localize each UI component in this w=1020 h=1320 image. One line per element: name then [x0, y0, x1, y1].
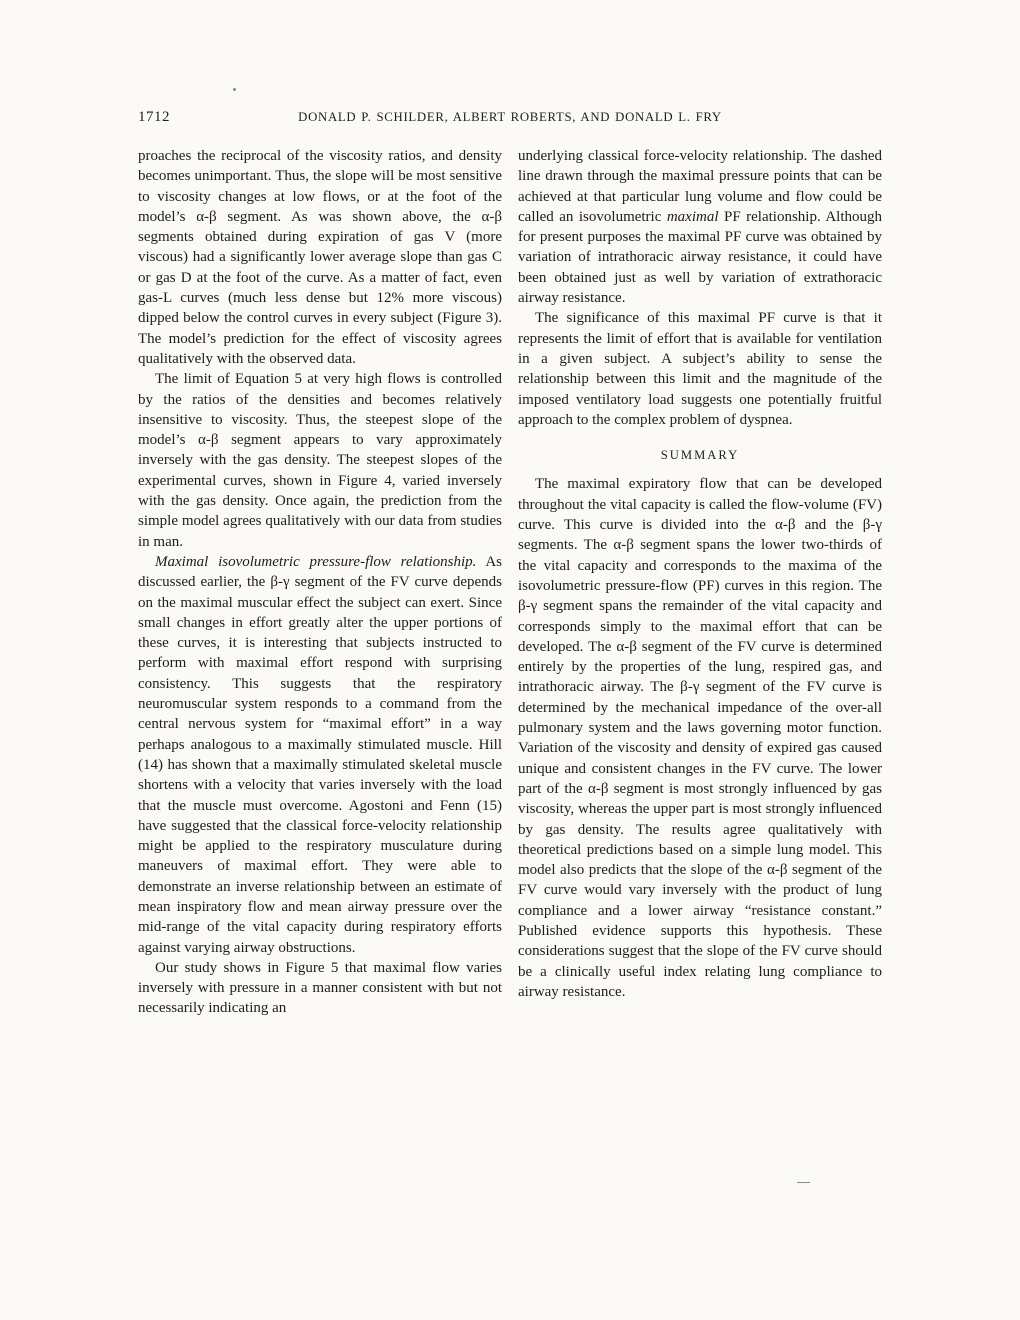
summary-heading: SUMMARY — [660, 448, 740, 463]
paragraph-right-1 — [518, 146, 882, 308]
scan-artifact-dot — [233, 88, 236, 91]
paragraph-right-2: The significance of this maximal PF curve is that it represents the limit of effort that is available for ventilation in a given subject. A subject’s ability to sense the relationship between this limit and the magnitude of the imposed ventilatory load suggests one potentially fruitful approach to the complex problem of dyspnea. — [518, 310, 882, 428]
page-number: 1712 — [138, 109, 170, 125]
two-column-body — [138, 146, 882, 1019]
paragraph-left-4: Our study shows in Figure 5 that maximal flow varies inversely with pressure in a manner consistent with but not necessarily indicating an — [138, 959, 502, 1017]
paragraph-left-3 — [138, 552, 502, 958]
italic-word-maximal: maximal — [666, 208, 719, 225]
paragraph-left-2: The limit of Equation 5 at very high flows is controlled by the ratios of the densities and becomes relatively insensitive to viscosity. Thus, the steepest slope of the model’s α-β segment appears to vary approximately inversely with the gas density. The steepest slopes of the experimental curves, shown in Figure 4, varied inversely with the gas density. Once again, the prediction from the simple model agrees qualitatively with our data from studies in man. — [138, 371, 502, 550]
paragraph-left-3-text: As discussed earlier, the β-γ segment of the FV curve depends on the maximal muscular effect the subject can exert. Since small changes in effort greatly alter the upper portions of these curves, it is interesting that subjects instructed to perform with maximal effort respond with surprising consistency. This suggests that the respiratory neuromuscular system responds to a command from the central nervous system for “maximal effort” in a way perhaps analogous to a maximally stimulated muscle. Hill (14) has shown that a maximally stimulated skeletal muscle shortens with a velocity that varies inversely with the load that the muscle must overcome. Agostoni and Fenn (15) have suggested that the classical force-velocity relationship might be applied to the respiratory musculature during maneuvers of maximal effort. They were able to demonstrate an inverse relationship between an estimate of mean inspiratory flow and mean airway pressure over the mid-range of the vital capacity during respiratory efforts against varying airway obstructions. — [138, 553, 502, 956]
page-header — [138, 108, 882, 130]
summary-paragraph: The maximal expiratory flow that can be developed throughout the vital capacity is called the flow-volume (FV) curve. This curve is divided into the α-β and the β-γ segments. The α-β segment spans the lower two-thirds of the vital capacity and corresponds to the maxima of the isovolumetric pressure-flow (PF) curves in this region. The β-γ segment spans the remainder of the vital capacity and corresponds simply to the maximal effort that can be developed. The α-β segment of the FV curve is determined entirely by the properties of the lung, respired gas, and intrathoracic airway. The β-γ segment of the FV curve is determined by the mechanical impedance of the over-all pulmonary system and the laws governing motor function. Variation of the viscosity and density of expired gas caused unique and consistent changes in the FV curve. The lower part of the α-β segment is most strongly influenced by gas viscosity, whereas the upper part is most strongly influenced by gas density. The results agree qualitatively with theoretical predictions based on a simple lung model. This model also predicts that the slope of the α-β segment of the FV curve would vary inversely with the product of lung compliance and a lower airway “resistance constant.” Published evidence supports this hypothesis. These considerations suggest that the slope of the FV curve should be a clinically useful index relating lung compliance to airway resistance. — [518, 476, 882, 1000]
paragraph-left-1: proaches the reciprocal of the viscosity ratios, and density becomes unimportant. Thus, the slope will be most sensitive to viscosity changes at low flows, or at the foot of the model’s α-β segment. As was shown above, the α-β segments obtained during expiration of gas V (more viscous) had a significantly lower average slope than gas C or gas D at the foot of the curve. As a matter of fact, even gas-L curves (much less dense but 12% more viscous) dipped below the control curves in every subject (Figure 3). The model’s prediction for the effect of viscosity agrees qualitatively with the observed data. — [138, 148, 502, 367]
running-title: DONALD P. SCHILDER, ALBERT ROBERTS, AND DONALD L. FRY — [298, 110, 722, 124]
left-column — [138, 146, 502, 1019]
paragraph-right-1-post: PF relationship. Although for present purposes the maximal PF curve was obtained by variation of intrathoracic airway resistance, it could have been obtained just as well by variation of extrathoracic airway resistance. — [518, 208, 882, 307]
paragraph-right-1-pre: underlying classical force-velocity relationship. The dashed line drawn through the maximal pressure points that can be achieved at that particular lung volume and flow could be called an isovolumetric — [518, 148, 882, 225]
scan-artifact-dash — [797, 1182, 810, 1183]
italic-lead-in: Maximal isovolumetric pressure-flow relationship. — [155, 553, 477, 570]
right-column — [518, 146, 882, 1019]
